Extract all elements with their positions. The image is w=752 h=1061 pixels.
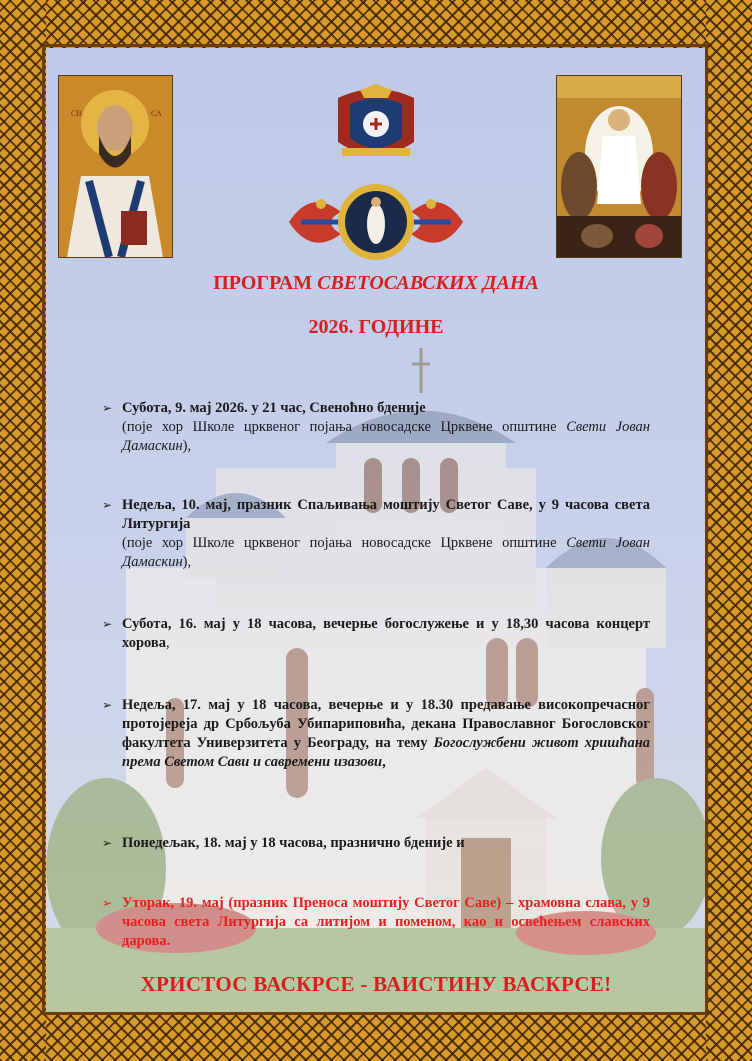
ornamental-border-top [0, 0, 752, 48]
bullet-arrow-icon: ➢ [102, 498, 113, 512]
schedule-item-1-choir: (поје хор Школе црквеног појања новосадске Црквене општине [122, 419, 567, 435]
program-title-prefix: ПРОГРАМ [213, 272, 318, 294]
bullet-arrow-icon: ➢ [102, 698, 113, 712]
ornamental-border-right [706, 0, 752, 1061]
saint-sava-icon-image [58, 75, 173, 258]
schedule-item-3 [102, 615, 650, 653]
schedule-item-1 [102, 399, 650, 456]
bullet-arrow-icon: ➢ [102, 617, 113, 631]
schedule-item-1-choir-end: ), [182, 438, 192, 454]
bullet-arrow-icon: ➢ [102, 401, 113, 415]
schedule-item-4 [102, 696, 650, 772]
schedule-item-2-choir-italic: Свети Јован Дамаскин [122, 535, 650, 570]
program-title [46, 272, 706, 295]
schedule-item-6-main: Уторак, 19. мај (празник Преноса моштију Светог Саве) – храмовна слава, у 9 часова света Литургија са литијом и поменом, као и освећењем славских дарова. [122, 895, 650, 949]
schedule-item-3-end: , [165, 635, 170, 651]
schedule-item-5-main: Понедељак, 18. мај у 18 часова, празнично бденије и [122, 835, 465, 851]
schedule-item-5 [102, 834, 650, 853]
schedule-item-4-end: , [382, 754, 386, 770]
schedule-item-2-choir-end: ), [182, 554, 192, 570]
schedule-item-2-main: Недеља, 10. мај, празник Спаљивања моштију Светог Саве, у 9 часова света Литургија [122, 497, 650, 532]
ornamental-border-left [0, 0, 46, 1061]
resurrection-medallion-emblem [281, 182, 471, 262]
svg-text:СА: СА [151, 109, 162, 118]
bullet-arrow-icon: ➢ [102, 836, 113, 850]
schedule-item-6 [102, 894, 650, 951]
schedule-item-2 [102, 496, 650, 572]
paschal-greeting: ХРИСТОС ВАСКРСЕ - ВАИСТИНУ ВАСКРСЕ! [140, 972, 612, 996]
church-coat-of-arms-emblem [330, 84, 422, 164]
svg-text:СВ: СВ [71, 109, 82, 118]
bullet-arrow-icon: ➢ [102, 896, 113, 910]
schedule-item-4-main: Недеља, 17. мај у 18 часова, вечерње и у 18.30 предавање високопречасног протојереја др Србољуба Убипариповића, декана Православног Богословског факултета Универзитета у Београду, на тему [122, 697, 650, 751]
program-year: 2026. ГОДИНЕ [308, 316, 444, 338]
resurrection-icon-image [556, 75, 682, 258]
schedule-item-1-choir-italic: Свети Јован Дамаскин [122, 419, 650, 454]
schedule-item-2-choir: (поје хор Школе црквеног појања новосадске Црквене општине [122, 535, 567, 551]
ornamental-border-bottom [0, 1013, 752, 1061]
schedule-item-3-main: Субота, 16. мај у 18 часова, вечерње богослужење и у 18,30 часова концерт хорова [122, 616, 650, 651]
schedule-item-4-topic: Богослужбени живот хришћана према Светом Сави и савремени изазови [122, 735, 651, 770]
program-title-italic: СВЕТОСАВСКИХ ДАНА [317, 272, 539, 294]
schedule-item-1-main: Субота, 9. мај 2026. у 21 час, Свеноћно бденије [122, 400, 426, 416]
